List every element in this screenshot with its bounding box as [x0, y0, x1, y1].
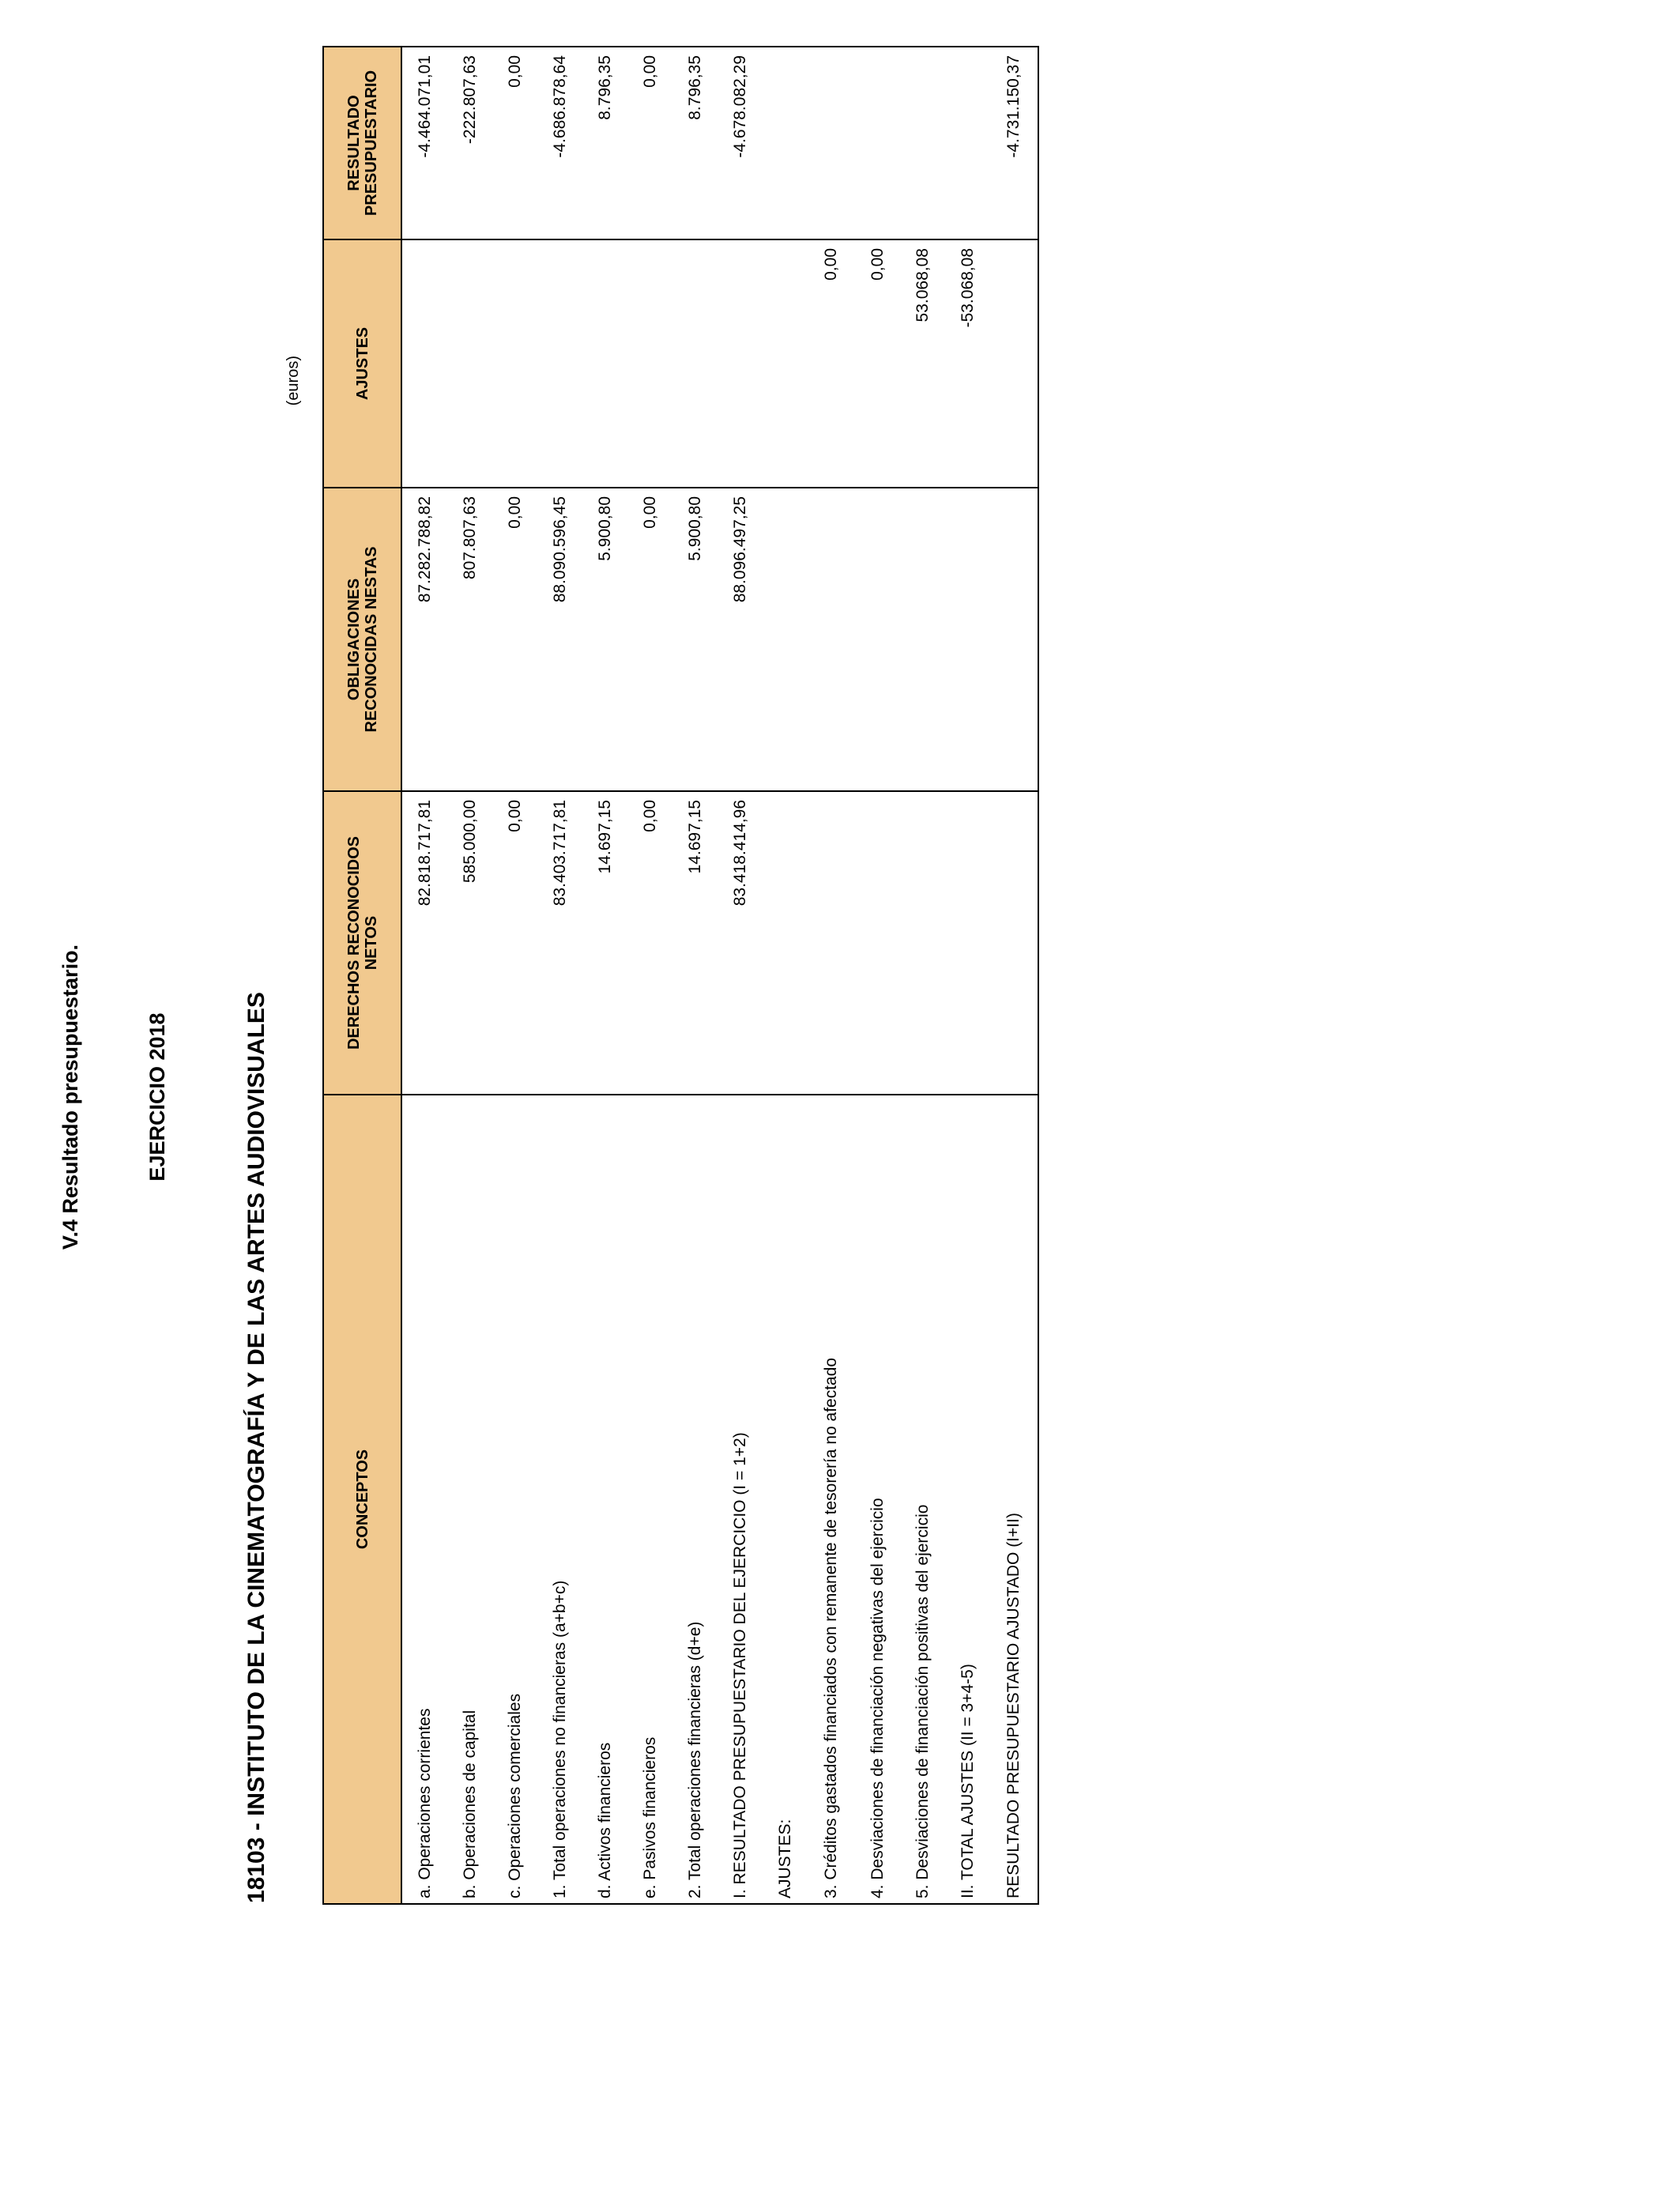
cell-derechos	[763, 791, 808, 1095]
cell-concept: a. Operaciones corrientes	[401, 1095, 447, 1904]
cell-obligaciones: 88.096.497,25	[718, 488, 763, 791]
cell-ajustes	[447, 239, 492, 488]
cell-concept: b. Operaciones de capital	[447, 1095, 492, 1904]
cell-concept: d. Activos financieros	[582, 1095, 627, 1904]
table-row	[672, 47, 718, 1904]
cell-concept: 4. Desviaciones de financiación negativas del ejercicio	[855, 1095, 900, 1904]
cell-concept: II. TOTAL AJUSTES (II = 3+4-5)	[945, 1095, 990, 1904]
cell-ajustes	[672, 239, 718, 488]
cell-obligaciones	[763, 488, 808, 791]
cell-ajustes	[492, 239, 537, 488]
column-header-ajustes: AJUSTES	[323, 239, 401, 488]
cell-concept: AJUSTES:	[763, 1095, 808, 1904]
cell-resultado: -4.464.071,01	[401, 47, 447, 239]
cell-resultado: 0,00	[492, 47, 537, 239]
table-row	[808, 47, 855, 1904]
table-row	[582, 47, 627, 1904]
section-title: V.4 Resultado presupuestario.	[58, 944, 82, 1250]
table-row	[537, 47, 582, 1904]
cell-concept: 5. Desviaciones de financiación positivas del ejercicio	[900, 1095, 945, 1904]
table-row	[990, 47, 1038, 1904]
cell-derechos: 14.697,15	[672, 791, 718, 1095]
cell-resultado	[900, 47, 945, 239]
cell-obligaciones: 88.090.596,45	[537, 488, 582, 791]
cell-obligaciones: 87.282.788,82	[401, 488, 447, 791]
cell-derechos: 83.403.717,81	[537, 791, 582, 1095]
cell-resultado	[763, 47, 808, 239]
cell-derechos	[900, 791, 945, 1095]
cell-concept: c. Operaciones comerciales	[492, 1095, 537, 1904]
cell-obligaciones: 0,00	[627, 488, 672, 791]
cell-resultado	[808, 47, 855, 239]
column-header-derechos: DERECHOS RECONOCIDOS NETOS	[323, 791, 401, 1095]
cell-obligaciones	[900, 488, 945, 791]
table-row	[718, 47, 763, 1904]
cell-concept: 2. Total operaciones financieras (d+e)	[672, 1095, 718, 1904]
cell-derechos: 0,00	[627, 791, 672, 1095]
cell-derechos: 82.818.717,81	[401, 791, 447, 1095]
table-row	[492, 47, 537, 1904]
cell-concept: I. RESULTADO PRESUPUESTARIO DEL EJERCICIO (I = 1+2)	[718, 1095, 763, 1904]
cell-ajustes	[763, 239, 808, 488]
cell-ajustes	[990, 239, 1038, 488]
table-row	[900, 47, 945, 1904]
cell-obligaciones: 5.900,80	[582, 488, 627, 791]
column-header-conceptos: CONCEPTOS	[323, 1095, 401, 1904]
entity-name: 18103 - INSTITUTO DE LA CINEMATOGRAFÍA Y DE LAS ARTES AUDIOVISUALES	[243, 992, 269, 1903]
cell-resultado: -222.807,63	[447, 47, 492, 239]
table-header-row	[323, 47, 401, 1904]
cell-obligaciones	[855, 488, 900, 791]
cell-derechos: 14.697,15	[582, 791, 627, 1095]
cell-derechos	[945, 791, 990, 1095]
cell-resultado	[945, 47, 990, 239]
cell-obligaciones	[808, 488, 855, 791]
cell-ajustes: 53.068,08	[900, 239, 945, 488]
cell-concept: e. Pasivos financieros	[627, 1095, 672, 1904]
cell-derechos	[808, 791, 855, 1095]
cell-derechos: 83.418.414,96	[718, 791, 763, 1095]
cell-concept: 1. Total operaciones no financieras (a+b+c)	[537, 1095, 582, 1904]
cell-ajustes	[718, 239, 763, 488]
cell-resultado: 0,00	[627, 47, 672, 239]
cell-ajustes: -53.068,08	[945, 239, 990, 488]
table-row	[401, 47, 447, 1904]
cell-ajustes: 0,00	[855, 239, 900, 488]
cell-concept: RESULTADO PRESUPUESTARIO AJUSTADO (I+II)	[990, 1095, 1038, 1904]
cell-obligaciones: 5.900,80	[672, 488, 718, 791]
cell-ajustes	[582, 239, 627, 488]
cell-ajustes	[627, 239, 672, 488]
table-row	[763, 47, 808, 1904]
cell-ajustes	[401, 239, 447, 488]
budget-result-table	[322, 46, 1039, 1905]
cell-obligaciones: 807.807,63	[447, 488, 492, 791]
cell-resultado: -4.686.878,64	[537, 47, 582, 239]
fiscal-year: EJERCICIO 2018	[145, 1012, 169, 1182]
cell-resultado: 8.796,35	[672, 47, 718, 239]
cell-obligaciones: 0,00	[492, 488, 537, 791]
cell-resultado: -4.731.150,37	[990, 47, 1038, 239]
cell-resultado: 8.796,35	[582, 47, 627, 239]
cell-derechos: 0,00	[492, 791, 537, 1095]
currency-unit: (euros)	[284, 356, 302, 406]
cell-derechos: 585.000,00	[447, 791, 492, 1095]
table-row	[855, 47, 900, 1904]
cell-resultado	[855, 47, 900, 239]
cell-derechos	[855, 791, 900, 1095]
cell-derechos	[990, 791, 1038, 1095]
table-row	[627, 47, 672, 1904]
cell-resultado: -4.678.082,29	[718, 47, 763, 239]
column-header-obligaciones: OBLIGACIONES RECONOCIDAS NESTAS	[323, 488, 401, 791]
cell-obligaciones	[945, 488, 990, 791]
cell-ajustes	[537, 239, 582, 488]
column-header-resultado: RESULTADO PRESUPUESTARIO	[323, 47, 401, 239]
table-row	[945, 47, 990, 1904]
cell-obligaciones	[990, 488, 1038, 791]
cell-ajustes: 0,00	[808, 239, 855, 488]
table-row	[447, 47, 492, 1904]
cell-concept: 3. Créditos gastados financiados con remanente de tesorería no afectado	[808, 1095, 855, 1904]
